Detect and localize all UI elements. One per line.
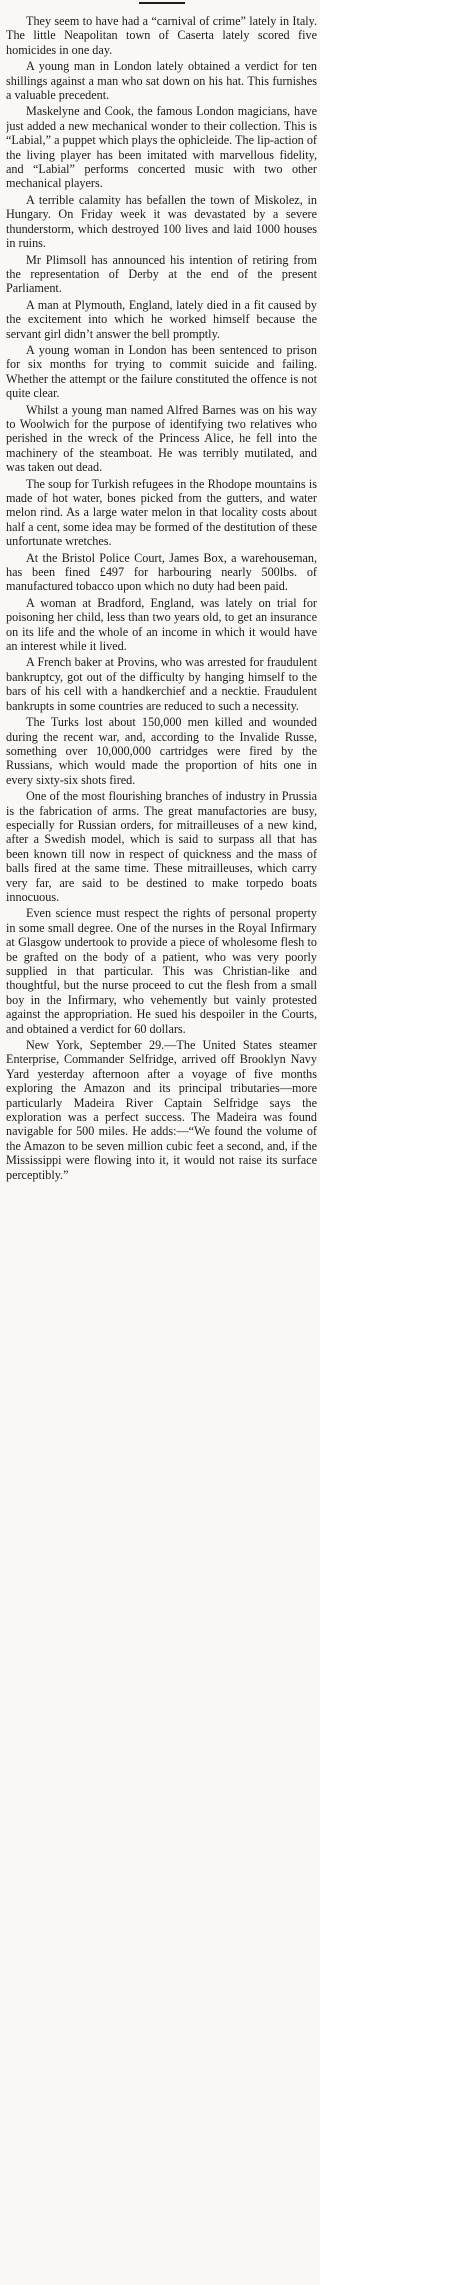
paragraph-miskolez-storm: A terrible calamity has befallen the town of Miskolez, in Hungary. On Friday week it was devastated by a severe thunderstorm, which destroyed 100 lives and laid 1000 houses in ruins. [6,192,317,251]
paragraph-hat-verdict: A young man in London lately obtained a verdict for ten shillings against a man who sat down on his hat. This furnishes a valuable precedent. [6,59,317,103]
paragraph-suicide-sentence: A young woman in London has been sentenced to prison for six months for trying to commit suicide and failing. Whether the attempt or the failure constituted the offence is not quite clear. [6,342,317,401]
paragraph-glasgow-infirmary: Even science must respect the rights of personal property in some small degree. One of the nurses in the Royal Infirmary at Glasgow undertook to provide a piece of wholesome flesh to be grafted on the body of a patient, who was very poorly supplied in that particular. This was Christian-like and thoughtful, but the nurse proceed to cut the flesh from a small boy in the Infirmary, who vehemently but vainly protested against the appropriation. He sued his despoiler in the Courts, and obtained a verdict for 60 dollars. [6,906,317,1036]
paragraph-italy-crime: They seem to have had a “carnival of crime” lately in Italy. The little Neapolitan town of Caserta lately scored five homicides in one day. [6,14,317,57]
paragraph-alfred-barnes: Whilst a young man named Alfred Barnes was on his way to Woolwich for the purpose of identifying two relatives who perished in the wreck of the Princess Alice, he fell into the machinery of the steamboat. He was terribly mutilated, and was taken out dead. [6,402,317,475]
blank-margin [320,0,456,2285]
column-head-rule [139,2,185,4]
paragraph-bristol-tobacco: At the Bristol Police Court, James Box, a warehouseman, has been fined £497 for harbouring nearly 500lbs. of manufactured tobacco upon which no duty had been paid. [6,550,317,594]
paragraph-amazon-exploration: New York, September 29.—The United States steamer Enterprise, Commander Selfridge, arrived off Brooklyn Navy Yard yesterday afternoon after a voyage of five months exploring the Amazon and its principal tributaries—more particularly Madeira River Captain Selfridge says the exploration was a perfect success. The Madeira was found navigable for 500 miles. He adds:—“We found the volume of the Amazon to be seven million cubic feet a second, and, if the Mississippi were flowing into it, it would not raise its surface perceptibly.” [6,1038,317,1182]
paragraph-turkish-soup: The soup for Turkish refugees in the Rhodope mountains is made of hot water, bones picked from the gutters, and water melon rind. As a large water melon in that locality costs about half a cent, some idea may be formed of the destitution of these unfortunate wretches. [6,476,317,549]
paragraph-labial-puppet: Maskelyne and Cook, the famous London magicians, have just added a new mechanical wonder to their collection. This is “Labial,” a puppet which plays the ophicleide. The lip-action of the living player has been imitated with marvellous fidelity, and “Labial” performs concerted music with two other mechanical players. [6,104,317,191]
paragraph-prussia-arms: One of the most flourishing branches of industry in Prussia is the fabrication of arms. The great manufactories are busy, especially for Russian orders, for mitrailleuses of a new kind, after a Swedish model, which is said to surpass all that has been known till now in respect of quickness and the mass of balls fired at the same time. These mitrailleuses, which carry very far, are said to be destined to make torpedo boats innocuous. [6,789,317,904]
paragraph-plymouth-death: A man at Plymouth, England, lately died in a fit caused by the excitement into which he worked himself because the servant girl didn’t answer the bell promptly. [6,297,317,341]
paragraph-plimsoll: Mr Plimsoll has announced his intention of retiring from the representation of Derby at the end of the present Parliament. [6,252,317,296]
paragraph-bradford-poisoning: A woman at Bradford, England, was lately on trial for poisoning her child, less than two years old, to get an insurance on its life and the whole of an income in which it would have an interest while it lived. [6,595,317,654]
news-column [6,0,317,2285]
paragraph-turkish-losses: The Turks lost about 150,000 men killed and wounded during the recent war, and, according to the Invalide Russe, something over 10,000,000 cartridges were fired by the Russians, which would made the proportion of hits one in every sixty-six shots fired. [6,715,317,787]
paragraph-provins-baker: A French baker at Provins, who was arrested for fraudulent bankruptcy, got out of the difficulty by hanging himself to the bars of his cell with a handkerchief and a necktie. Fraudulent bankrupts in some countries are reduced to such a necessity. [6,655,317,713]
